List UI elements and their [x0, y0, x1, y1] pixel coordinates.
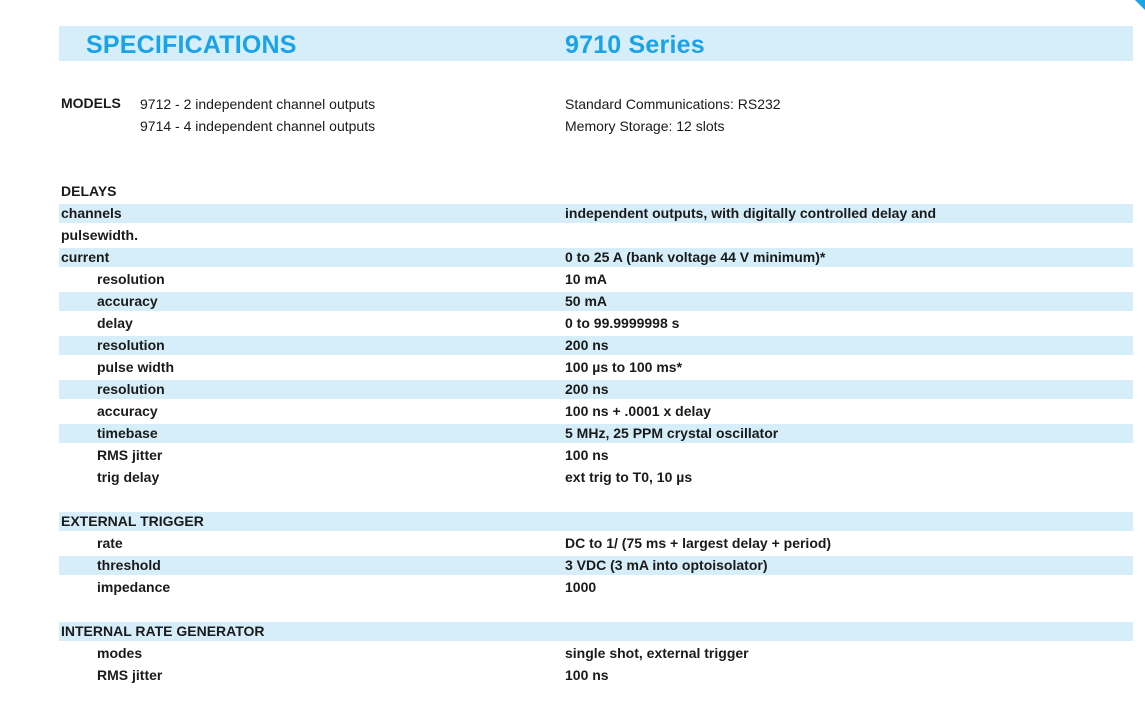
spec-row [59, 578, 1133, 597]
models-note: Memory Storage: 12 slots [565, 118, 725, 134]
spec-value: ext trig to T0, 10 µs [565, 469, 693, 485]
spec-value: DC to 1/ (75 ms + largest delay + period) [565, 535, 832, 551]
spec-value: 0 to 25 A (bank voltage 44 V minimum)* [565, 249, 826, 265]
models-note: Standard Communications: RS232 [565, 96, 781, 112]
spec-label: resolution [97, 337, 165, 353]
spec-row [59, 666, 1133, 685]
spec-row [59, 292, 1133, 311]
spec-row [59, 622, 1133, 641]
spec-value: 100 ns + .0001 x delay [565, 403, 711, 419]
spec-row [59, 446, 1133, 465]
spec-label: RMS jitter [97, 447, 163, 463]
spec-label: impedance [97, 579, 171, 595]
spec-label: accuracy [97, 403, 158, 419]
spec-value: independent outputs, with digitally controlled delay and [565, 205, 937, 221]
spec-label: resolution [97, 271, 165, 287]
spec-label: threshold [97, 557, 161, 573]
spec-value: 100 µs to 100 ms* [565, 359, 683, 375]
spec-label: channels [61, 205, 122, 221]
spec-row [59, 424, 1133, 443]
spec-row [59, 182, 1133, 201]
spec-row [59, 402, 1133, 421]
spec-row [59, 336, 1133, 355]
spec-row [59, 248, 1133, 267]
spec-label: pulsewidth. [61, 227, 138, 243]
spec-label: EXTERNAL TRIGGER [61, 513, 204, 529]
spec-label: rate [97, 535, 123, 551]
spec-value: 0 to 99.9999998 s [565, 315, 680, 331]
spec-row [59, 534, 1133, 553]
spec-row [59, 358, 1133, 377]
spec-label: trig delay [97, 469, 160, 485]
spec-row [59, 270, 1133, 289]
spec-value: 10 mA [565, 271, 608, 287]
spec-label: accuracy [97, 293, 158, 309]
spec-value: single shot, external trigger [565, 645, 749, 661]
spec-row [59, 644, 1133, 663]
spec-value: 100 ns [565, 447, 609, 463]
spec-label: pulse width [97, 359, 174, 375]
corner-accent [1135, 0, 1145, 10]
spec-label: timebase [97, 425, 158, 441]
spec-label: RMS jitter [97, 667, 163, 683]
spec-row [59, 512, 1133, 531]
spec-value: 200 ns [565, 337, 609, 353]
spec-row [59, 556, 1133, 575]
spec-value: 50 mA [565, 293, 608, 309]
spec-value: 100 ns [565, 667, 609, 683]
spec-label: DELAYS [61, 183, 117, 199]
spec-row [59, 226, 1133, 245]
spec-value: 5 MHz, 25 PPM crystal oscillator [565, 425, 779, 441]
spec-label: INTERNAL RATE GENERATOR [61, 623, 265, 639]
page-title: SPECIFICATIONS [86, 31, 297, 59]
spec-value: 200 ns [565, 381, 609, 397]
spec-label: delay [97, 315, 133, 331]
spec-row [59, 204, 1133, 223]
spec-row [59, 380, 1133, 399]
spec-row [59, 468, 1133, 487]
series-title: 9710 Series [565, 31, 705, 59]
model-item: 9712 - 2 independent channel outputs [140, 96, 376, 112]
model-item: 9714 - 4 independent channel outputs [140, 118, 376, 134]
spec-label: modes [97, 645, 143, 661]
spec-label: current [61, 249, 110, 265]
models-label: MODELS [61, 95, 121, 111]
spec-row [59, 314, 1133, 333]
spec-value: 1000 [565, 579, 597, 595]
spec-value: 3 VDC (3 mA into optoisolator) [565, 557, 768, 573]
header-band [59, 26, 1133, 61]
spec-label: resolution [97, 381, 165, 397]
